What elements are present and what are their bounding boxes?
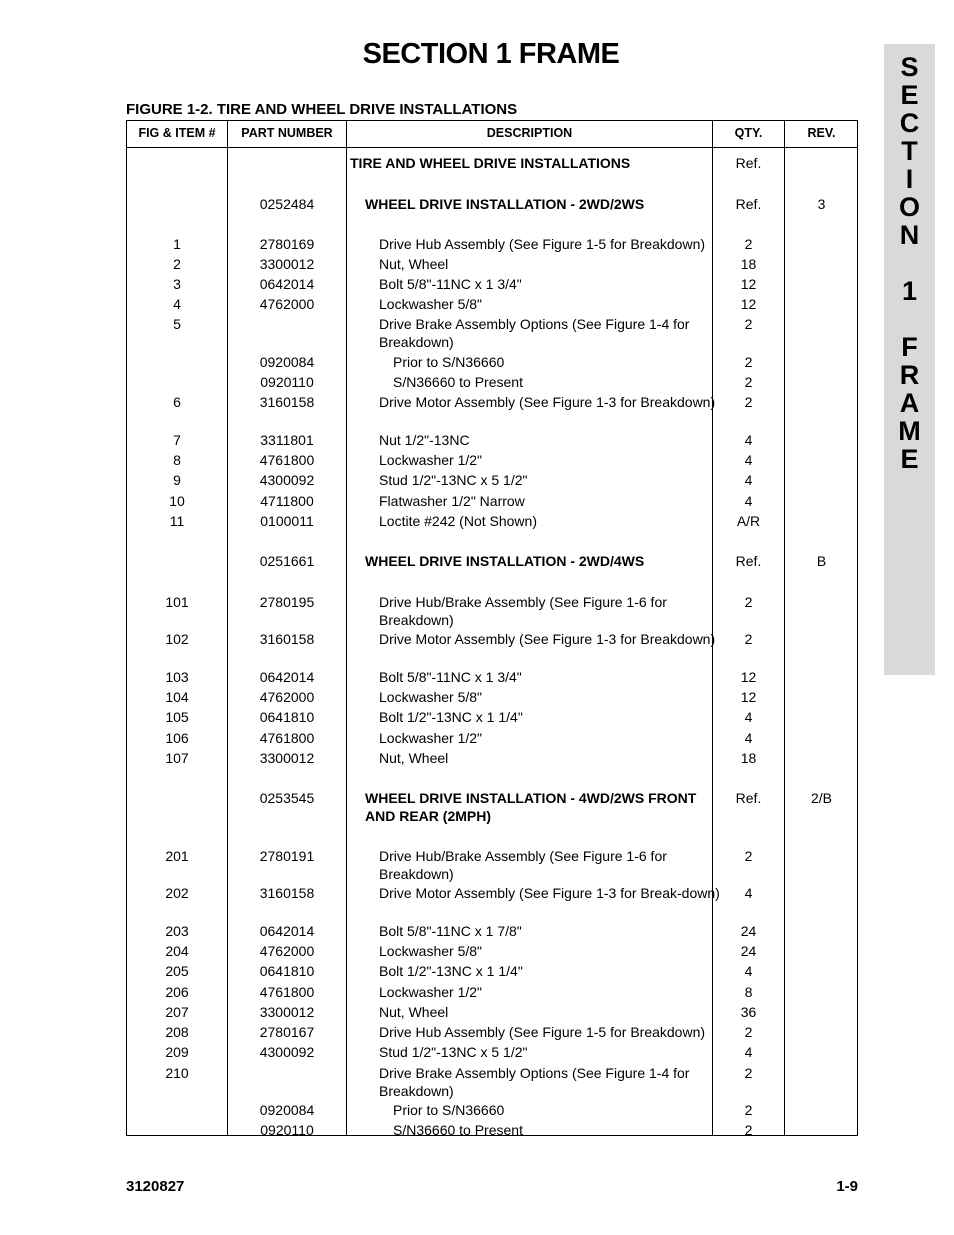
fig-item-cell: 207	[165, 1004, 189, 1020]
description-cell: WHEEL DRIVE INSTALLATION - 2WD/2WS	[365, 196, 645, 212]
part-number-cell: 4761800	[259, 452, 315, 468]
header-qty: QTY.	[734, 126, 763, 140]
qty-cell: 2	[744, 1102, 753, 1118]
qty-cell: 4	[744, 885, 753, 901]
side-tab-letter: I	[905, 164, 914, 194]
description-cell: Drive Motor Assembly (See Figure 1-3 for Breakdown)	[379, 631, 716, 647]
side-tab-letter: E	[900, 444, 919, 474]
part-number-cell: 2780191	[259, 848, 315, 864]
fig-item-cell: 106	[165, 730, 189, 746]
part-number-cell: 4761800	[259, 984, 315, 1000]
qty-cell: 12	[740, 669, 757, 685]
qty-cell: A/R	[736, 513, 761, 529]
header-fig-item: FIG & ITEM #	[138, 126, 216, 140]
part-number-cell: 0251661	[259, 553, 315, 569]
part-number-cell: 0920084	[259, 354, 315, 370]
part-number-cell: 0920110	[260, 374, 314, 390]
description-cell: S/N36660 to Present	[393, 374, 523, 390]
part-number-cell: 2780167	[259, 1024, 315, 1040]
qty-cell: 2	[744, 1065, 753, 1081]
part-number-cell: 0641810	[259, 709, 315, 725]
fig-item-cell: 10	[169, 493, 185, 509]
fig-item-cell: 105	[165, 709, 189, 725]
description-cell: Drive Brake Assembly Options (See Figure 1-4 for Breakdown)	[379, 316, 690, 350]
description-cell: Bolt 5/8"-11NC x 1 7/8"	[379, 923, 522, 939]
fig-item-cell: 104	[165, 689, 189, 705]
qty-cell: 8	[744, 984, 753, 1000]
section-side-tab	[884, 44, 935, 675]
qty-cell: 2	[744, 1024, 753, 1040]
header-part-number: PART NUMBER	[241, 126, 333, 140]
side-tab-letters	[884, 53, 935, 473]
side-tab-letter: R	[899, 360, 920, 390]
qty-cell: 2	[744, 374, 753, 390]
document-number: 3120827	[126, 1178, 185, 1195]
qty-cell: Ref.	[735, 155, 762, 171]
fig-item-cell: 206	[165, 984, 189, 1000]
description-cell: Bolt 1/2"-13NC x 1 1/4"	[379, 709, 523, 725]
part-number-cell: 3160158	[259, 631, 315, 647]
description-cell: Drive Motor Assembly (See Figure 1-3 for Breakdown)	[379, 394, 716, 410]
parts-table	[126, 120, 858, 1136]
part-number-cell: 2780195	[259, 594, 315, 610]
qty-cell: 12	[740, 296, 757, 312]
description-cell: WHEEL DRIVE INSTALLATION - 2WD/4WS	[365, 553, 645, 569]
fig-item-cell: 101	[165, 594, 189, 610]
side-tab-letter: M	[898, 416, 921, 446]
fig-item-cell: 9	[173, 472, 181, 488]
part-number-cell: 0253545	[259, 790, 315, 806]
fig-item-cell: 2	[173, 256, 181, 272]
part-number-cell: 0100011	[260, 513, 314, 529]
description-cell: Lockwasher 1/2"	[379, 984, 483, 1000]
description-cell: Bolt 5/8"-11NC x 1 3/4"	[379, 669, 522, 685]
column-divider	[784, 121, 785, 1135]
fig-item-cell: 205	[165, 963, 189, 979]
qty-cell: Ref.	[735, 196, 762, 212]
fig-item-cell: 204	[165, 943, 189, 959]
side-tab-letter: A	[899, 388, 920, 418]
header-description: DESCRIPTION	[486, 126, 573, 140]
fig-item-cell: 208	[165, 1024, 189, 1040]
fig-item-cell: 1	[173, 236, 181, 252]
side-tab-letter: S	[900, 52, 919, 82]
description-cell: Stud 1/2"-13NC x 5 1/2"	[379, 472, 528, 488]
description-cell: Nut, Wheel	[379, 750, 449, 766]
part-number-cell: 4762000	[259, 943, 315, 959]
qty-cell: 24	[740, 923, 757, 939]
rev-cell: B	[816, 553, 827, 569]
fig-item-cell: 6	[173, 394, 181, 410]
description-cell: Lockwasher 5/8"	[379, 689, 483, 705]
description-cell: Flatwasher 1/2" Narrow	[379, 493, 525, 509]
qty-cell: 2	[744, 631, 753, 647]
qty-cell: 12	[740, 276, 757, 292]
qty-cell: 4	[744, 452, 753, 468]
qty-cell: 36	[740, 1004, 757, 1020]
rev-cell: 2/B	[810, 790, 832, 806]
qty-cell: 2	[744, 594, 753, 610]
part-number-cell: 0920084	[259, 1102, 315, 1118]
part-number-cell: 0642014	[259, 669, 315, 685]
qty-cell: 4	[744, 472, 753, 488]
description-cell: Bolt 5/8"-11NC x 1 3/4"	[379, 276, 522, 292]
fig-item-cell: 5	[173, 316, 181, 332]
part-number-cell: 2780169	[259, 236, 315, 252]
part-number-cell: 4761800	[259, 730, 315, 746]
description-cell: Prior to S/N36660	[393, 1102, 505, 1118]
side-tab-letter: 1	[901, 276, 918, 306]
part-number-cell: 3300012	[259, 750, 315, 766]
fig-item-cell: 203	[165, 923, 189, 939]
page-title: SECTION 1 FRAME	[362, 38, 620, 70]
description-cell: Lockwasher 1/2"	[379, 452, 483, 468]
header-rev: REV.	[807, 126, 836, 140]
description-cell: Lockwasher 5/8"	[379, 943, 483, 959]
description-cell: Drive Hub Assembly (See Figure 1-5 for Breakdown)	[379, 1024, 706, 1040]
description-cell: Nut, Wheel	[379, 256, 449, 272]
side-tab-letter: C	[899, 108, 920, 138]
qty-cell: 4	[744, 432, 753, 448]
side-tab-letter: O	[898, 192, 920, 222]
fig-item-cell: 210	[165, 1065, 189, 1081]
qty-cell: 2	[744, 354, 753, 370]
description-cell: Loctite #242 (Not Shown)	[379, 513, 537, 529]
qty-cell: 24	[740, 943, 757, 959]
qty-cell: 18	[740, 256, 757, 272]
qty-cell: 4	[744, 730, 753, 746]
part-number-cell: 0252484	[259, 196, 315, 212]
qty-cell: Ref.	[735, 553, 762, 569]
page-number: 1-9	[836, 1178, 858, 1195]
fig-item-cell: 8	[173, 452, 181, 468]
description-cell: Bolt 1/2"-13NC x 1 1/4"	[379, 963, 523, 979]
side-tab-letter: T	[901, 136, 918, 166]
part-number-cell: 3300012	[259, 256, 315, 272]
side-tab-letter: E	[900, 80, 919, 110]
side-tab-letter: N	[899, 220, 920, 250]
part-number-cell: 0920110	[260, 1122, 314, 1138]
qty-cell: 2	[744, 316, 753, 332]
qty-cell: 2	[744, 394, 753, 410]
description-cell: Drive Hub/Brake Assembly (See Figure 1-6 for Breakdown)	[379, 594, 667, 628]
part-number-cell: 4711800	[260, 493, 314, 509]
fig-item-cell: 3	[173, 276, 181, 292]
side-tab-letter: F	[901, 332, 918, 362]
fig-item-cell: 11	[169, 513, 185, 529]
description-cell: Drive Hub/Brake Assembly (See Figure 1-6 for Breakdown)	[379, 848, 667, 882]
part-number-cell: 3300012	[259, 1004, 315, 1020]
fig-item-cell: 107	[165, 750, 189, 766]
fig-item-cell: 103	[165, 669, 189, 685]
description-cell: Drive Motor Assembly (See Figure 1-3 for Break-down)	[379, 885, 720, 901]
description-cell: Stud 1/2"-13NC x 5 1/2"	[379, 1044, 528, 1060]
part-number-cell: 3160158	[259, 394, 315, 410]
description-cell: Lockwasher 1/2"	[379, 730, 483, 746]
description-cell: WHEEL DRIVE INSTALLATION - 4WD/2WS FRONT AND REAR (2MPH)	[365, 790, 697, 824]
qty-cell: 2	[744, 236, 753, 252]
qty-cell: 12	[740, 689, 757, 705]
description-cell: S/N36660 to Present	[393, 1122, 523, 1138]
description-cell: Prior to S/N36660	[393, 354, 505, 370]
qty-cell: 4	[744, 963, 753, 979]
description-cell: Nut, Wheel	[379, 1004, 449, 1020]
qty-cell: 18	[740, 750, 757, 766]
description-cell: Drive Brake Assembly Options (See Figure 1-4 for Breakdown)	[379, 1065, 690, 1099]
description-cell: Lockwasher 5/8"	[379, 296, 483, 312]
fig-item-cell: 102	[165, 631, 189, 647]
qty-cell: 2	[744, 848, 753, 864]
header-divider	[127, 147, 857, 148]
description-cell: Drive Hub Assembly (See Figure 1-5 for Breakdown)	[379, 236, 706, 252]
fig-item-cell: 202	[165, 885, 189, 901]
fig-item-cell: 7	[173, 432, 181, 448]
rev-cell: 3	[817, 196, 826, 212]
part-number-cell: 4762000	[259, 296, 315, 312]
part-number-cell: 4300092	[259, 472, 315, 488]
description-cell: TIRE AND WHEEL DRIVE INSTALLATIONS	[350, 155, 631, 171]
part-number-cell: 3160158	[259, 885, 315, 901]
qty-cell: Ref.	[735, 790, 762, 806]
part-number-cell: 0642014	[259, 923, 315, 939]
fig-item-cell: 201	[165, 848, 189, 864]
part-number-cell: 4300092	[259, 1044, 315, 1060]
part-number-cell: 4762000	[259, 689, 315, 705]
qty-cell: 4	[744, 1044, 753, 1060]
fig-item-cell: 4	[173, 296, 181, 312]
part-number-cell: 0641810	[259, 963, 315, 979]
figure-title: FIGURE 1-2. TIRE AND WHEEL DRIVE INSTALLATIONS	[126, 101, 518, 118]
part-number-cell: 0642014	[259, 276, 315, 292]
qty-cell: 4	[744, 709, 753, 725]
qty-cell: 2	[744, 1122, 753, 1138]
part-number-cell: 3311801	[260, 432, 314, 448]
qty-cell: 4	[744, 493, 753, 509]
description-cell: Nut 1/2"-13NC	[379, 432, 470, 448]
fig-item-cell: 209	[165, 1044, 189, 1060]
